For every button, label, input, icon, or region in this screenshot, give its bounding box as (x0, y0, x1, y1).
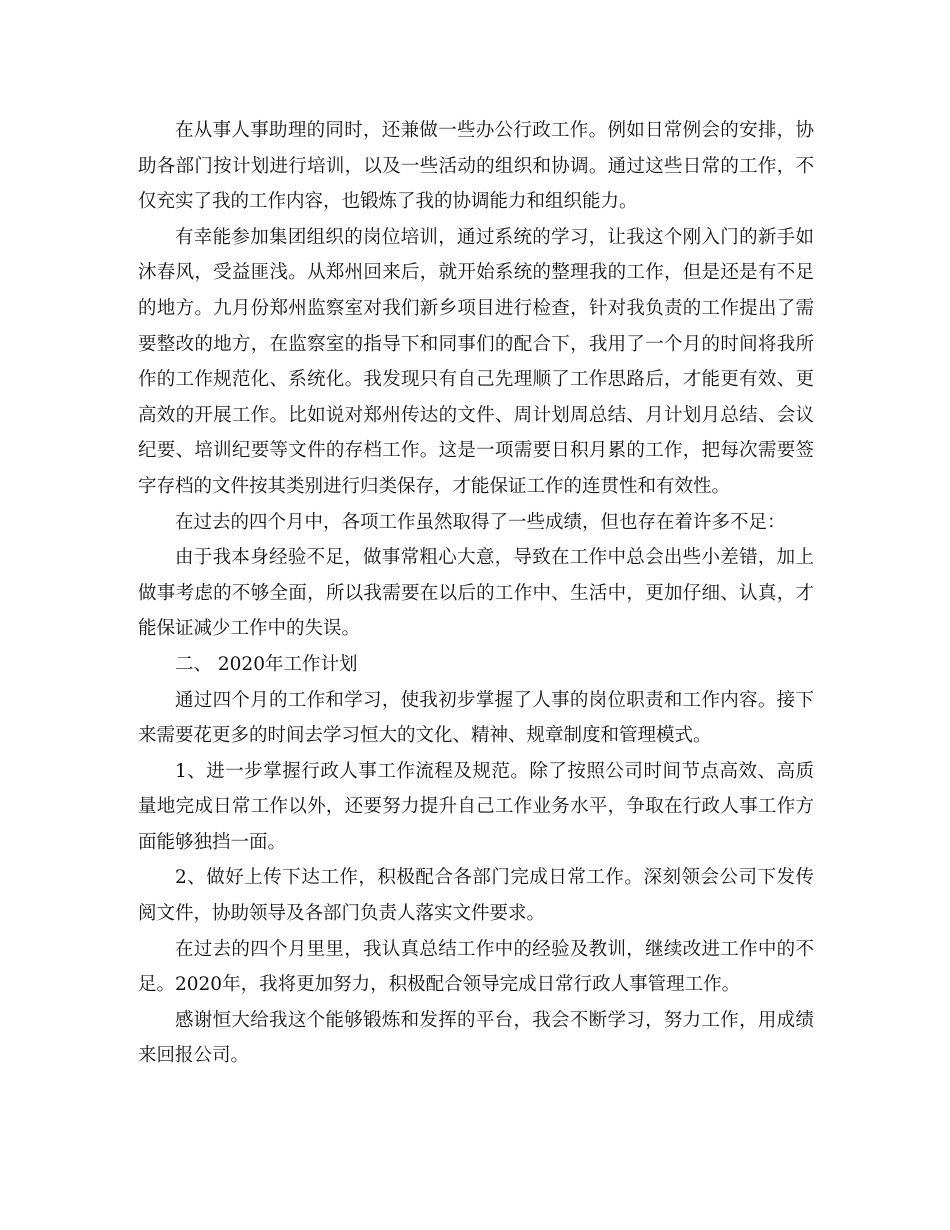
document-body (138, 113, 814, 1074)
paragraph-shortcomings-intro: 在过去的四个月中，各项工作虽然取得了一些成绩，但也存在着许多不足： (175, 511, 786, 533)
paragraph-plan-item-2: 2、做好上传下达工作，积极配合各部门完成日常工作。深刻领会公司下发传阅文件，协助领导及各部门负责人落实文件要求。 (138, 867, 814, 925)
paragraph-training: 有幸能参加集团组织的岗位培训，通过系统的学习，让我这个刚入门的新手如沐春风，受益匪浅。从郑州回来后，就开始系统的整理我的工作，但是还是有不足的地方。九月份郑州监察室对我们新乡项目进行检查，针对我负责的工作提出了需要整改的地方，在监察室的指导下和同事们的配合下，我用了一个月的时间将我所作的工作规范化、系统化。我发现只有自己先理顺了工作思路后，才能更有效、更高效的开展工作。比如说对郑州传达的文件、周计划周总结、月计划月总结、会议纪要、培训纪要等文件的存档工作。这是一项需要日积月累的工作，把每次需要签字存档的文件按其类别进行归类保存，才能保证工作的连贯性和有效性。 (138, 226, 814, 497)
paragraph-plan-item-1: 1、进一步掌握行政人事工作流程及规范。除了按照公司时间节点高效、高质量地完成日常工作以外，还要努力提升自己工作业务水平，争取在行政人事工作方面能够独挡一面。 (138, 760, 814, 853)
paragraph-shortcomings: 由于我本身经验不足，做事常粗心大意，导致在工作中总会出些小差错，加上做事考虑的不够全面，所以我需要在以后的工作中、生活中，更加仔细、认真，才能保证减少工作中的失误。 (138, 547, 814, 640)
paragraph-thanks: 感谢恒大给我这个能够锻炼和发挥的平台，我会不断学习，努力工作，用成绩来回报公司。 (138, 1009, 814, 1067)
paragraph-plan-intro: 通过四个月的工作和学习，使我初步掌握了人事的岗位职责和工作内容。接下来需要花更多的时间去学习恒大的文化、精神、规章制度和管理模式。 (138, 689, 814, 747)
paragraph-summary: 在过去的四个月里里，我认真总结工作中的经验及教训，继续改进工作中的不足。2020年，我将更加努力，积极配合领导完成日常行政人事管理工作。 (138, 938, 814, 996)
paragraph-admin-duties: 在从事人事助理的同时，还兼做一些办公行政工作。例如日常例会的安排，协助各部门按计划进行培训，以及一些活动的组织和协调。通过这些日常的工作，不仅充实了我的工作内容，也锻炼了我的协调能力和组织能力。 (138, 120, 814, 213)
section-heading-2020-plan: 二、 2020年工作计划 (175, 653, 358, 675)
